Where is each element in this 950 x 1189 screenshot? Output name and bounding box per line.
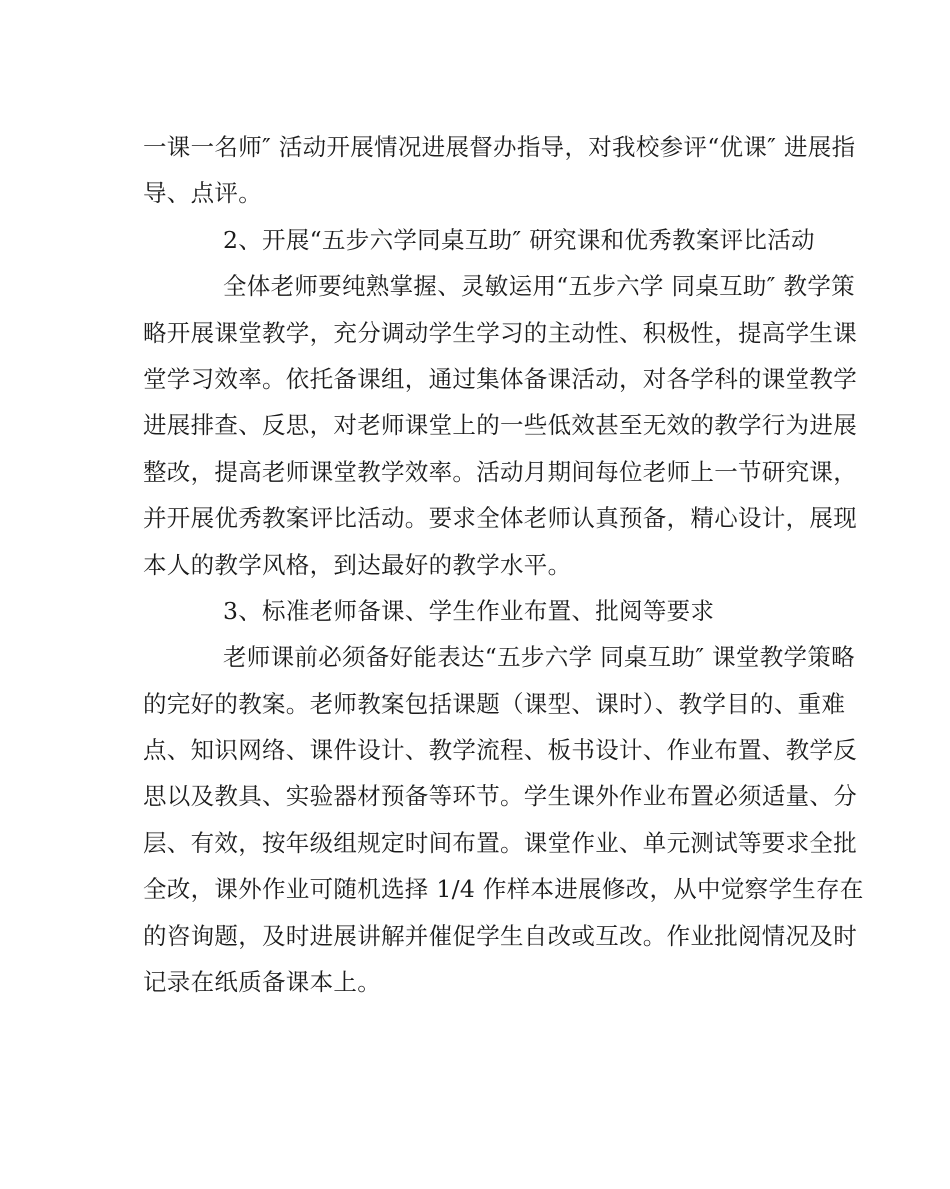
text-line: 点、知识网络、课件设计、教学流程、板书设计、作业布置、教学反 bbox=[143, 736, 857, 765]
section-heading: 3、标准老师备课、学生作业布置、批阅等要求 bbox=[223, 596, 715, 625]
paragraph-start: 全体老师要纯熟掌握、灵敏运用“五步六学 同桌互助″ 教学策 bbox=[223, 272, 855, 301]
text-line: 全改，课外作业可随机选择 1/4 作样本进展修改，从中觉察学生存在 bbox=[143, 875, 864, 904]
text-line: 层、有效，按年级组规定时间布置。课堂作业、单元测试等要求全批 bbox=[143, 828, 857, 857]
section-heading: 2、开展“五步六学同桌互助″ 研究课和优秀教案评比活动 bbox=[223, 225, 815, 254]
text-line: 记录在纸质备课本上。 bbox=[143, 968, 381, 997]
text-line: 进展排查、反思，对老师课堂上的一些低效甚至无效的教学行为进展 bbox=[143, 411, 857, 440]
text-line: 一课一名师″ 活动开展情况进展督办指导，对我校参评“优课″ 进展指 bbox=[143, 133, 856, 161]
text-line: 堂学习效率。依托备课组，通过集体备课活动，对各学科的课堂教学 bbox=[143, 364, 857, 393]
text-line: 思以及教具、实验器材预备等环节。学生课外作业布置必须适量、分 bbox=[143, 782, 857, 811]
text-line: 的咨询题，及时进展讲解并催促学生自改或互改。作业批阅情况及时 bbox=[143, 921, 857, 950]
text-line: 本人的教学风格，到达最好的教学水平。 bbox=[143, 550, 572, 579]
text-line: 的完好的教案。老师教案包括课题（课型、课时）、教学目的、重难 bbox=[143, 689, 846, 718]
text-line: 略开展课堂教学，充分调动学生学习的主动性、积极性，提高学生课 bbox=[143, 318, 857, 347]
paragraph-start: 老师课前必须备好能表达“五步六学 同桌互助″ 课堂教学策略 bbox=[223, 643, 855, 672]
document-body bbox=[143, 124, 864, 1005]
text-line: 并开展优秀教案评比活动。要求全体老师认真预备，精心设计，展现 bbox=[143, 504, 857, 533]
text-line: 导、点评。 bbox=[143, 179, 262, 208]
text-line: 整改，提高老师课堂教学效率。活动月期间每位老师上一节研究课， bbox=[143, 457, 857, 486]
